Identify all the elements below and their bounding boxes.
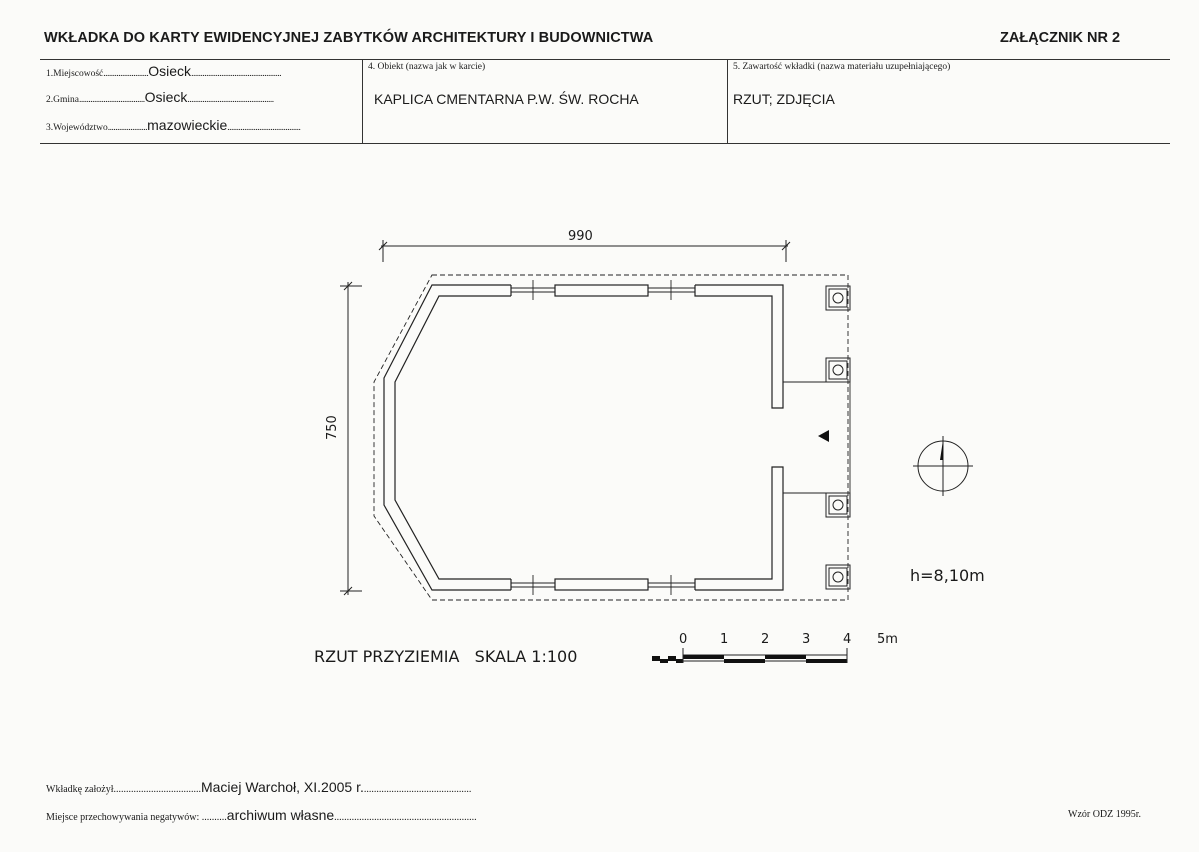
- form-title: WKŁADKA DO KARTY EWIDENCYJNEJ ZABYTKÓW ARCHITEKTURY I BUDOWNICTWA: [44, 30, 654, 46]
- plan-caption: RZUT PRZYZIEMIA SKALA 1:100: [314, 647, 578, 666]
- roof-outline: [374, 275, 848, 600]
- scale-label-2: 2: [761, 632, 770, 647]
- height-note: h=8,10m: [910, 566, 985, 585]
- scale-bar: [652, 648, 847, 663]
- object-value: KAPLICA CMENTARNA P.W. ŚW. ROCHA: [374, 91, 639, 107]
- scale-label-4: 4: [843, 632, 852, 647]
- contents-value: RZUT; ZDJĘCIA: [733, 91, 835, 107]
- scale-label-3: 3: [802, 632, 811, 647]
- scale-label-5: 5m: [877, 632, 898, 647]
- scale-label-0: 0: [679, 632, 688, 647]
- object-label: 4. Obiekt (nazwa jak w karcie): [368, 62, 486, 72]
- porch: [783, 382, 850, 493]
- field-miejscowosc: 1.Miejscowość........................Osieck................................................: [46, 63, 282, 79]
- north-arrow-icon: [913, 436, 973, 496]
- chapel-walls: [384, 285, 783, 590]
- prepared-by-value: Maciej Warchoł, XI.2005 r.: [200, 779, 364, 795]
- field-negatives-storage: Miejsce przechowywania negatywów: ..........archiwum własne.........................................................: [46, 807, 477, 823]
- gmina-value: Osieck: [144, 89, 188, 105]
- storage-value: archiwum własne: [226, 807, 335, 823]
- height-dimension-line: [340, 282, 362, 595]
- contents-label: 5. Zawartość wkładki (nazwa materiału uzupełniającego): [733, 62, 951, 72]
- field-wojewodztwo: 3.Województwo.....................mazowieckie.......................................: [46, 117, 301, 133]
- form-reference: Wzór ODZ 1995r.: [1068, 809, 1142, 820]
- wojewodztwo-value: mazowieckie: [147, 117, 228, 133]
- width-dimension: 990: [568, 229, 593, 244]
- field-gmina: 2.Gmina...................................Osieck..............................................: [46, 89, 274, 105]
- entrance-arrow: [818, 430, 829, 442]
- windows: [511, 280, 695, 595]
- annex-label: ZAŁĄCZNIK NR 2: [1000, 30, 1121, 46]
- height-dimension: 750: [325, 415, 340, 440]
- scale-label-1: 1: [720, 632, 729, 647]
- porch-columns: [826, 286, 850, 589]
- miejscowosc-value: Osieck: [148, 63, 192, 79]
- field-prepared-by: Wkładkę założył...................................Maciej Warchoł, XI.2005 r............................................: [46, 779, 472, 795]
